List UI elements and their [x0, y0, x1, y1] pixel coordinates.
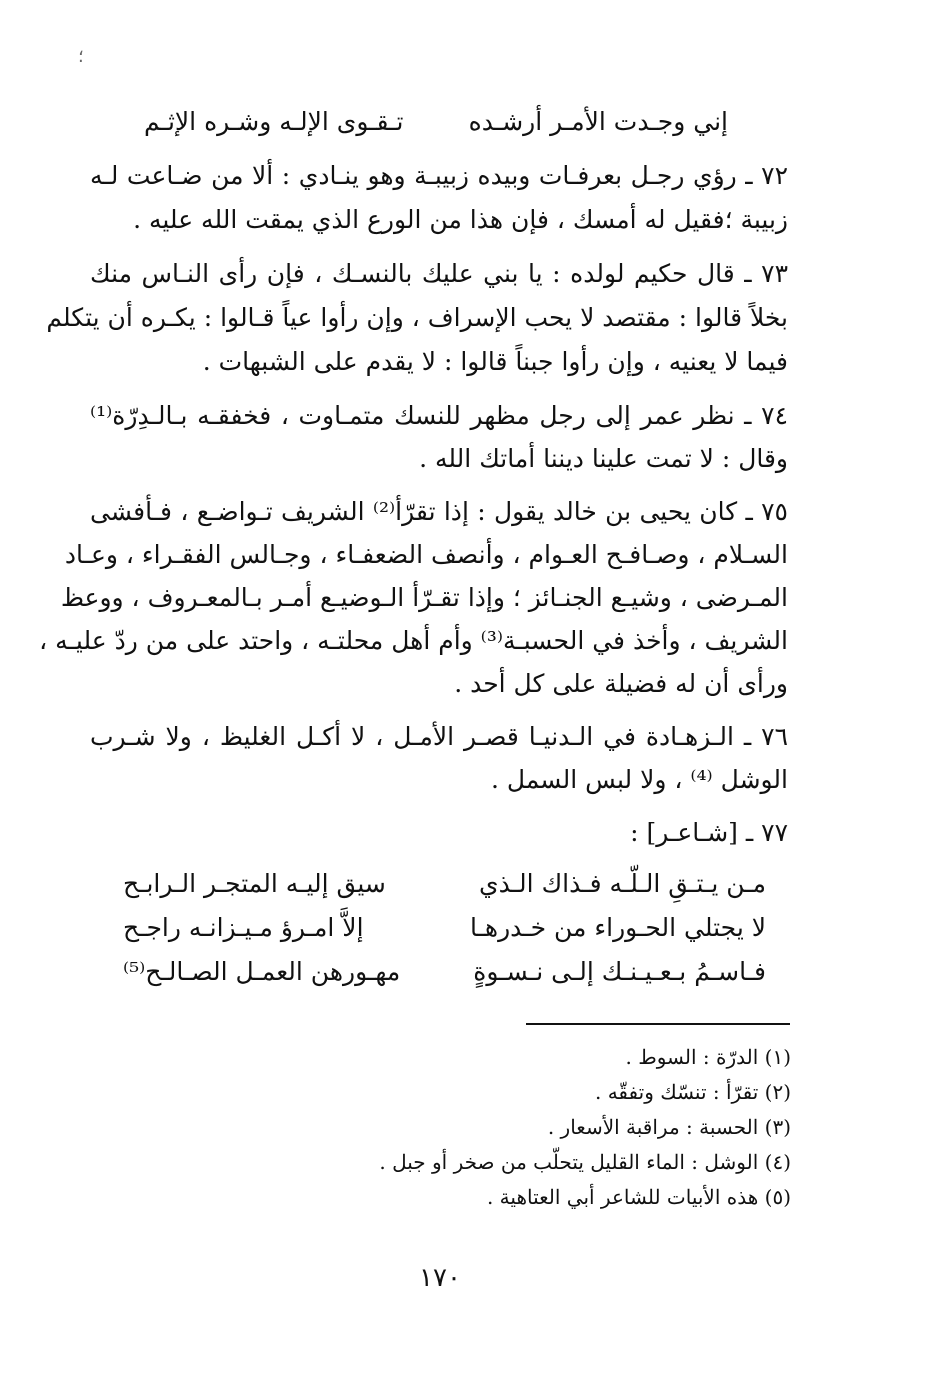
paragraph-75-line-2: السـلام ، وصـافـح العـوام ، وأنصف الضعفـاء ، وجـالس الفقـراء ، وعـاد [64, 540, 788, 569]
paragraph-75-line-3: المـرضى ، وشيـع الجنـائز ؛ وإذا تقـرّأ الـوضيـع أمـر بـالمعـروف ، ووعظ [60, 583, 788, 612]
poem-line-2-second-half: إلاَّ امـرؤ مـيـزانـه راجـح [123, 913, 364, 942]
paragraph-75-line-5: ورأى أن له فضيلة على كل أحد . [454, 669, 788, 698]
footnote-separator [526, 1023, 790, 1025]
paragraph-75-line-1: ٧٥ ـ كان يحيى بن خالد يقول : إذا تقرّأ⁽²⁾ الشريف تـواضـع ، فـأفشى [90, 497, 788, 526]
footnote-3: (٣) الحسبة : مراقبة الأسعار . [547, 1115, 791, 1139]
poem-line-1-second-half: سيق إليـه المتجـر الـرابـح [123, 869, 386, 898]
paragraph-72-line-2: زبيبة ؛فقيل له أمسك ، فإن هذا من الورع الذي يمقت الله عليه . [133, 205, 788, 234]
footnote-2: (٢) تقرّأ : تنسّك وتفقّه . [594, 1080, 791, 1104]
paragraph-73-line-1: ٧٣ ـ قال حكيم لولده : يا بني عليك بالنسـك ، فإن رأى النـاس منك [90, 259, 788, 288]
footnote-1: (١) الدرّة : السوط . [625, 1045, 791, 1069]
paragraph-76-line-1: ٧٦ ـ الـزهـادة في الـدنيـا قصـر الأمـل ، لا أكـل الغليظ ، ولا شـرب [90, 722, 788, 751]
paragraph-73-line-3: فيما لا يعنيه ، وإن رأوا جبناً قالوا : لا يقدم على الشبهات . [202, 347, 788, 376]
poem-line-1-first-half: مـن يـتـقِ الـلّـه فـذاك الـذي [479, 869, 766, 898]
opening-verse-second-half: تـقـوى الإلـه وشـره الإثـم [144, 107, 404, 136]
paragraph-74-line-2: وقال : لا تمت علينا ديننا أماتك الله . [419, 444, 788, 473]
paragraph-72-line-1: ٧٢ ـ رؤي رجـل بعرفـات وبيده زبيبـة وهو ينـادي : ألا من ضـاعت لـه [90, 161, 788, 190]
opening-verse-first-half: إني وجـدت الأمـر أرشـده [468, 107, 728, 136]
poem-intro: ٧٧ ـ [شـاعـر] : [630, 818, 788, 847]
paragraph-75-line-4: الشريف ، وأخذ في الحسبـة⁽³⁾ وأم أهل محلتـه ، واحتد على من ردّ عليـه ، [39, 626, 788, 655]
paragraph-74-line-1: ٧٤ ـ نظر عمر إلى رجل مظهر للنسك متمـاوت ، فخفقـه بـالـدِرّة⁽¹⁾ [90, 401, 788, 430]
footnote-5: (٥) هذه الأبيات للشاعر أبي العتاهية . [486, 1185, 791, 1209]
poem-line-3-second-half: مهـورهن العمـل الصـالـح⁽⁵⁾ [123, 957, 401, 986]
poem-line-2-first-half: لا يجتلي الحـوراء من خـدرهـا [469, 913, 766, 942]
margin-mark: ؛ [78, 46, 84, 67]
paragraph-73-line-2: بخلاً قالوا : مقتصد لا يحب الإسراف ، وإن رأوا عياً قـالوا : يكـره أن يتكلم [46, 303, 788, 332]
footnote-4: (٤) الوشل : الماء القليل يتحلّب من صخر أو جبل . [379, 1150, 791, 1174]
paragraph-76-line-2: الوشل ⁽⁴⁾ ، ولا لبس السمل . [491, 765, 788, 794]
page-number: ١٧٠ [419, 1263, 461, 1293]
poem-line-3-first-half: فـاسـمُ بـعـيـنـك إلـى نـسـوةٍ [473, 957, 766, 986]
